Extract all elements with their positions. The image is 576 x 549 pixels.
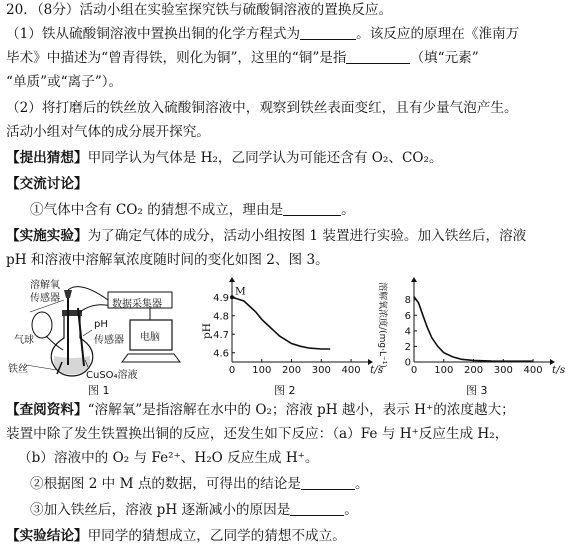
label-o2-sensor-2: 传感器 xyxy=(30,293,60,304)
x-axis-label: t/s xyxy=(552,364,566,376)
y-axis-label: pH xyxy=(201,323,213,339)
figure-1-caption: 图 1 xyxy=(88,384,110,397)
y-axis-label: 溶解氧浓度/(mg·L⁻¹) xyxy=(377,282,387,368)
discussion-tag: 【交流讨论】 xyxy=(6,176,88,192)
label-ph-sensor-1: pH xyxy=(94,319,108,330)
y-tick-label: 4.9 xyxy=(213,292,229,304)
dissolved-oxygen-chart-svg xyxy=(370,270,570,378)
conclusion: 【实验结论】甲同学的猜想成立，乙同学的猜想不成立。 xyxy=(6,528,346,544)
y-tick-label: 2 xyxy=(404,341,411,353)
x-tick-label: 400 xyxy=(523,365,543,376)
label-ph-sensor-2: 传感器 xyxy=(94,335,124,346)
x-tick-label: 0 xyxy=(410,365,418,376)
y-tick-label: 6 xyxy=(404,310,411,322)
y-tick-label: 4 xyxy=(404,326,411,338)
point-m xyxy=(230,295,234,299)
x-tick-label: 100 xyxy=(252,365,272,376)
label-cuso4-solution: CuSO₄溶液 xyxy=(86,370,138,381)
figure-3-chart xyxy=(370,270,570,395)
x-tick-label: 300 xyxy=(311,365,331,376)
label-collector: 数据采集器 xyxy=(112,299,162,310)
y-tick-label: 4.8 xyxy=(213,311,229,323)
x-tick-label: 0 xyxy=(228,365,236,376)
question-2: ②根据图 2 中 M 点的数据，可得出的结论是 。 xyxy=(30,476,369,492)
answer-blank-3[interactable] xyxy=(283,201,341,216)
data-curve xyxy=(232,297,330,349)
y-tick-label: 8 xyxy=(404,295,411,307)
balloon-shape xyxy=(32,312,52,338)
question-3: ③加入铁丝后，溶液 pH 逐渐减小的原因是 。 xyxy=(30,502,358,518)
label-computer: 电脑 xyxy=(140,332,160,343)
answer-blank-4[interactable] xyxy=(301,475,355,490)
discussion-q1: ①气体中含有 CO₂ 的猜想不成立，理由是 。 xyxy=(30,202,355,218)
y-tick-label: 0 xyxy=(404,357,411,369)
part1-line3: “单质”或“离子”）。 xyxy=(6,74,123,90)
part2-line1: （2）将打磨后的铁丝放入硫酸铜溶液中，观察到铁丝表面变红，且有少量气泡产生。 xyxy=(6,100,518,116)
computer-keyboard xyxy=(122,354,180,362)
y-tick-label: 4.7 xyxy=(213,329,229,341)
reference-line3: （b）溶液中的 O₂ 与 Fe²⁺、H₂O 反应生成 H⁺。 xyxy=(18,450,319,466)
x-tick-label: 200 xyxy=(281,365,302,376)
label-o2-sensor-1: 溶解氧 xyxy=(30,280,60,291)
label-balloon: 气球 xyxy=(14,335,34,346)
figure-1-apparatus xyxy=(0,270,200,395)
x-tick-label: 300 xyxy=(493,365,513,376)
reference-line1: 【查阅资料】“溶解氧”是指溶解在水中的 O₂；溶液 pH 越小，表示 H⁺的浓度越大； xyxy=(6,402,515,418)
x-axis-label: t/s xyxy=(370,364,384,376)
y-axis-arrow xyxy=(229,277,235,282)
annotation-m: M xyxy=(235,285,246,298)
part2-line2: 活动小组对气体的成分展开探究。 xyxy=(6,124,210,140)
answer-blank-2[interactable] xyxy=(346,49,410,64)
answer-blank-5[interactable] xyxy=(290,501,344,516)
part1-line2: 毕术》中描述为“曾青得铁，则化为铜”，这里的“铜”是指 （填“元素” xyxy=(6,50,479,66)
x-tick-label: 200 xyxy=(463,365,484,376)
x-tick-label: 400 xyxy=(341,365,361,376)
y-tick-label: 4.6 xyxy=(213,348,229,360)
question-title: 20．（8分）活动小组在实验室探究铁与硫酸铜溶液的置换反应。 xyxy=(6,2,393,18)
label-iron-wire: 铁丝 xyxy=(8,364,28,375)
part1-line1: （1）铁从硫酸铜溶液中置换出铜的化学方程式为 。该反应的原理在《淮南万 xyxy=(6,26,520,42)
y-axis-arrow xyxy=(411,277,417,282)
x-tick-label: 100 xyxy=(434,365,454,376)
data-curve xyxy=(414,297,533,362)
reference-line2: 装置中除了发生铁置换出铜的反应，还发生如下反应：（a）Fe 与 H⁺反应生成 H₂， xyxy=(6,426,509,442)
experiment-line2: pH 和溶液中溶解氧浓度随时间的变化如图 2、图 3。 xyxy=(6,252,329,268)
experiment-line1: 【实施实验】为了确定气体的成分，活动小组按图 1 装置进行实验。加入铁丝后，溶液 xyxy=(6,228,527,244)
hypothesis: 【提出猜想】甲同学认为气体是 H₂，乙同学认为可能还含有 O₂、CO₂。 xyxy=(6,150,443,166)
answer-blank-1[interactable] xyxy=(300,25,356,40)
figure-3-caption: 图 3 xyxy=(466,384,488,397)
figure-2-caption: 图 2 xyxy=(274,384,296,397)
